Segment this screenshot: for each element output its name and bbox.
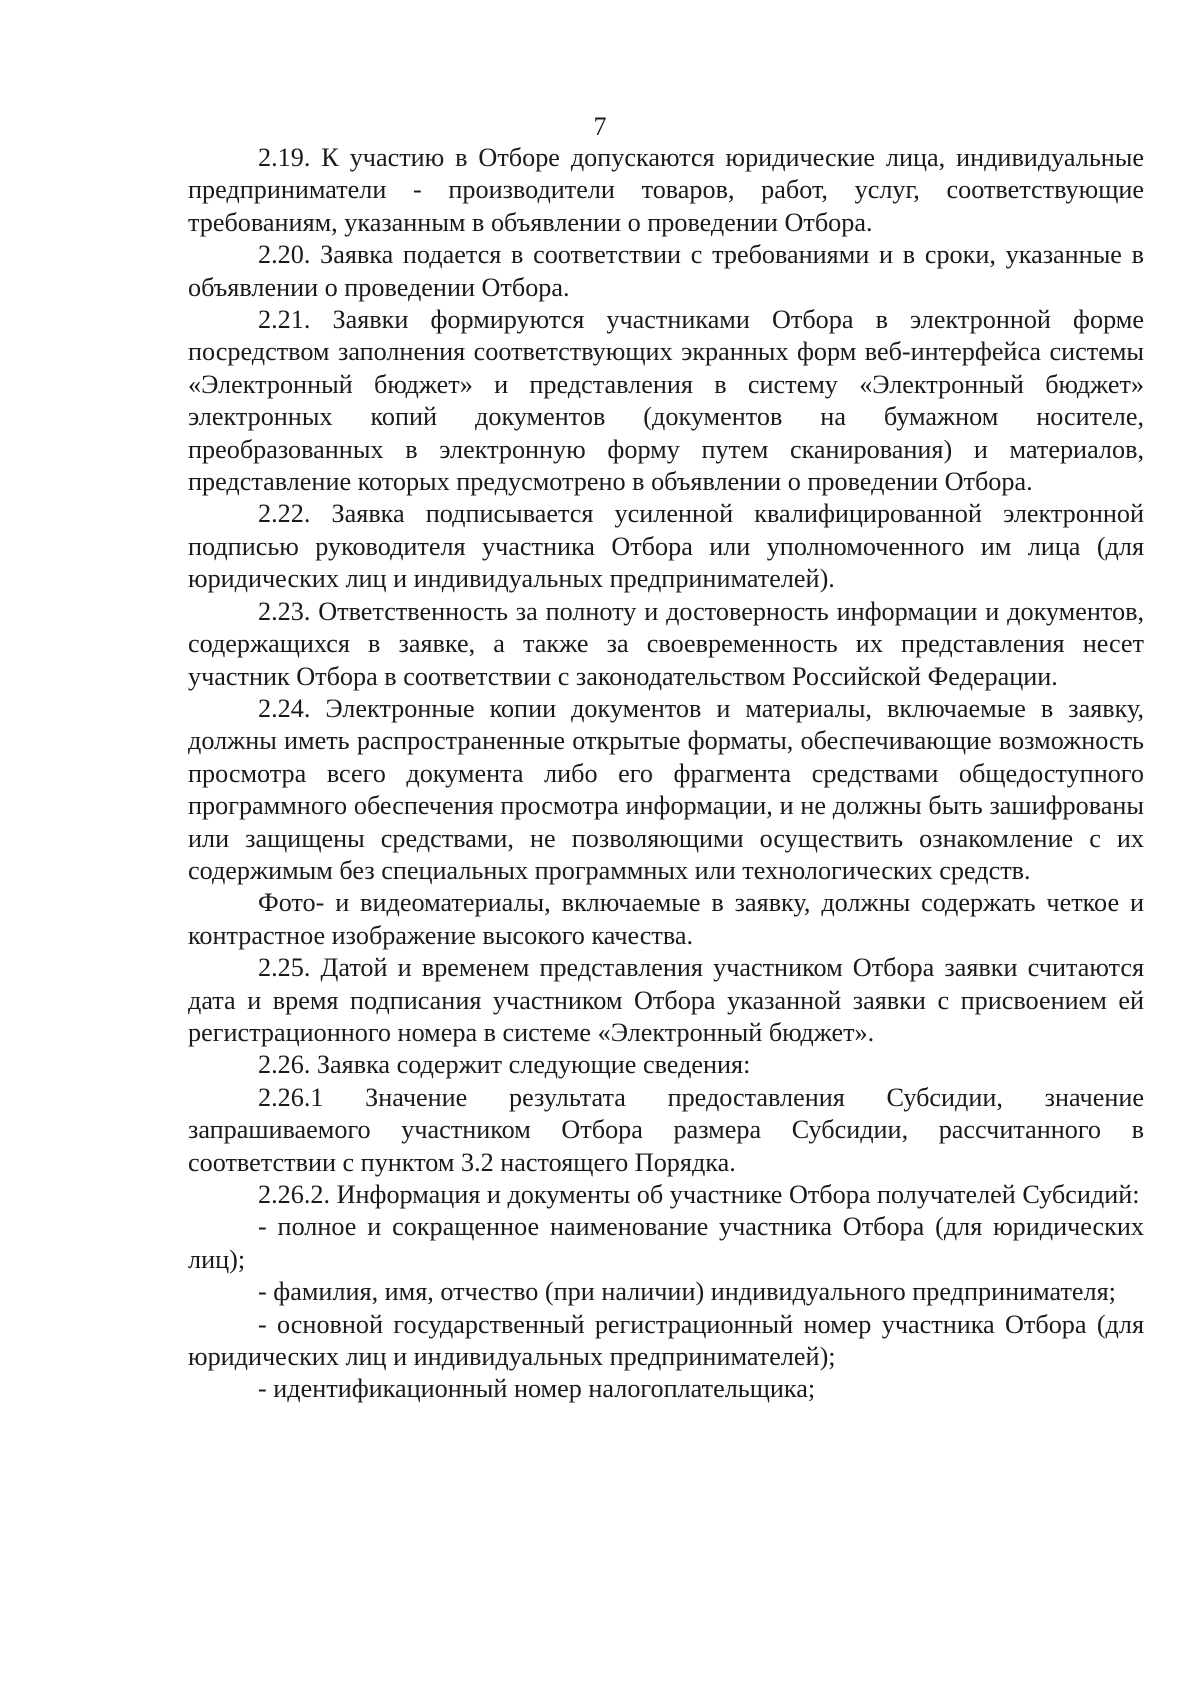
list-item: - полное и сокращенное наименование участника Отбора (для юридических лиц); (188, 1212, 1144, 1274)
paragraph-2-19: 2.19. К участию в Отборе допускаются юридические лица, индивидуальные предприниматели - производители товаров, работ, услуг, соответствующие требованиям, указанным в объявлении о проведении Отбора. (188, 143, 1144, 237)
paragraph-2-20: 2.20. Заявка подается в соответствии с требованиями и в сроки, указанные в объявлении о проведении Отбора. (188, 240, 1144, 302)
list-item: - фамилия, имя, отчество (при наличии) индивидуального предпринимателя; (258, 1277, 1116, 1307)
paragraph-photo-video: Фото- и видеоматериалы, включаемые в заявку, должны содержать четкое и контрастное изображение высокого качества. (188, 888, 1144, 950)
paragraph-2-21: 2.21. Заявки формируются участниками Отбора в электронной форме посредством заполнения соответствующих экранных форм веб-интерфейса системы «Электронный бюджет» и представления в систему «Электронный бюджет» электронных копий документов (документов на бумажном носителе, преобразованных в электронную форму путем сканирования) и материалов, представление которых предусмотрено в объявлении о проведении Отбора. (188, 305, 1144, 497)
paragraph-2-26-1: 2.26.1 Значение результата предоставления Субсидии, значение запрашиваемого участником Отбора размера Субсидии, рассчитанного в соответствии с пунктом 3.2 настоящего Порядка. (188, 1082, 1144, 1177)
paragraph-2-22: 2.22. Заявка подписывается усиленной квалифицированной электронной подписью руководителя участника Отбора или уполномоченного им лица (для юридических лиц и индивидуальных предпринимателей). (188, 499, 1144, 594)
paragraph-2-24: 2.24. Электронные копии документов и материалы, включаемые в заявку, должны иметь распространенные открытые форматы, обеспечивающие возможность просмотра всего документа либо его фрагмента средствами общедоступного программного обеспечения просмотра информации, и не должны быть зашифрованы или защищены средствами, не позволяющими осуществить ознакомление с их содержимым без специальных программных или технологических средств. (188, 693, 1144, 885)
paragraph-2-23: 2.23. Ответственность за полноту и достоверность информации и документов, содержащихся в заявке, а также за своевременность их представления несет участник Отбора в соответствии с законодательством Российской Федерации. (188, 596, 1144, 691)
paragraph-2-26-2: 2.26.2. Информация и документы об участнике Отбора получателей Субсидий: (258, 1180, 1140, 1209)
paragraph-2-25: 2.25. Датой и временем представления участником Отбора заявки считаются дата и время подписания участником Отбора указанной заявки с присвоением ей регистрационного номера в системе «Электронный бюджет». (188, 953, 1144, 1047)
document-body (188, 142, 1144, 1406)
list-item: - основной государственный регистрационный номер участника Отбора (для юридических лиц и индивидуальных предпринимателей); (188, 1309, 1144, 1372)
page-number: 7 (593, 112, 607, 141)
list-item: - идентификационный номер налогоплательщика; (258, 1374, 816, 1404)
paragraph-2-26: 2.26. Заявка содержит следующие сведения: (258, 1050, 751, 1080)
